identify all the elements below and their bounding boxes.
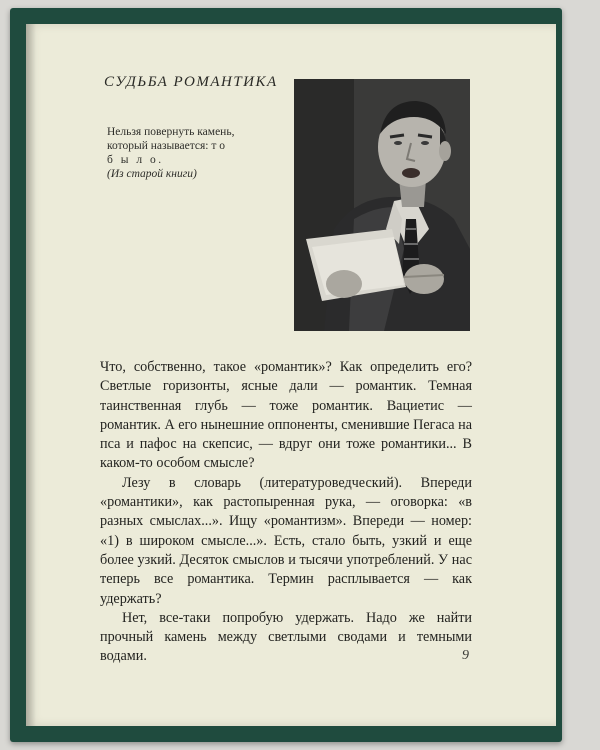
epigraph-line-3: б ы л о.	[107, 154, 164, 166]
portrait-illustration	[294, 79, 470, 331]
epigraph	[107, 125, 287, 181]
portrait-photo-icon	[294, 79, 470, 331]
page-spine-shadow	[26, 24, 36, 726]
page-number: 9	[462, 648, 469, 663]
paragraph-1: Что, собственно, такое «романтик»? Как определить его? Светлые горизонты, ясные дали — романтик. Темная таинственная глубь — тоже романтик. Вациетис — романтик. А его нынешние оппоненты, сменившие Пегаса на пса и пафос на скепсис, — вдруг они тоже романтики... В каком-то особом смысле?	[100, 359, 472, 472]
paragraph-3: Нет, все-таки попробую удержать. Надо же найти прочный камень между светлыми сводами и темными водами.	[100, 609, 472, 665]
epigraph-source: (Из старой книги)	[107, 168, 197, 180]
paragraph-2: Лезу в словарь (литературоведческий). Впереди «романтики», как растопыренная рука, — оговорка: «в разных смыслах...». Ищу «романтизм». Впереди — номер: «1) в широком смысле...». Есть, стало быть, узкий и еще более узкий. Десяток смыслов и тысячи употреблений. У нас теперь все романтика. Термин расплывается — как удержать?	[100, 474, 472, 607]
chapter-title: СУДЬБА РОМАНТИКА	[104, 74, 278, 90]
body-text	[100, 358, 472, 667]
epigraph-line-2: который называется: т о	[107, 140, 226, 152]
epigraph-line-1: Нельзя повернуть камень,	[107, 126, 235, 138]
